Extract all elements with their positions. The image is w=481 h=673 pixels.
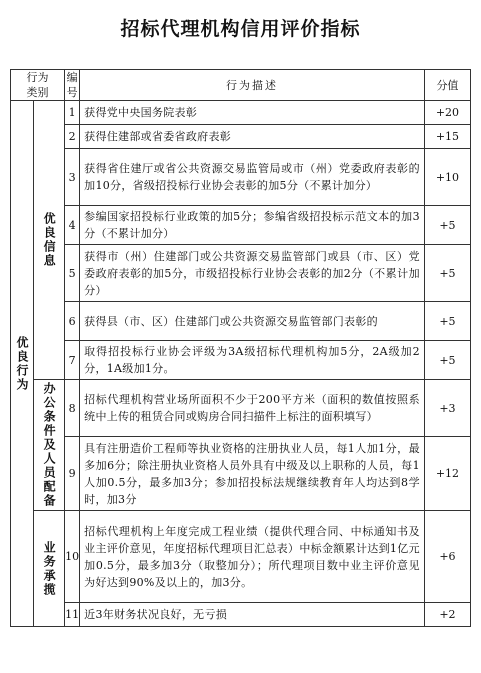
table-row [11, 206, 471, 245]
table-row [11, 302, 471, 341]
row-score: +5 [424, 206, 470, 245]
row-description: 招标代理机构营业场所面积不少于200平方米（面积的数值按照系统中上传的租赁合同或购房合同扫描件上标注的面积填写） [80, 380, 425, 437]
table-row [11, 380, 471, 437]
table-row [11, 149, 471, 206]
subgroup-office: 办公条件及人员配备 [34, 380, 65, 511]
page-title: 招标代理机构信用评价指标 [120, 18, 361, 40]
table-row [11, 511, 471, 603]
row-score: +20 [424, 101, 470, 125]
row-description: 近3年财务状况良好，无亏损 [80, 603, 425, 627]
row-number: 9 [65, 437, 80, 511]
table-row [11, 125, 471, 149]
row-description: 获得省住建厅或省公共资源交易监管局或市（州）党委政府表彰的加10分，省级招投标行业协会表彰的加5分（不累计加分） [80, 149, 425, 206]
table-header-row [11, 70, 471, 101]
subgroup-honors: 优良信息 [34, 101, 65, 380]
row-number: 3 [65, 149, 80, 206]
row-number: 8 [65, 380, 80, 437]
row-score: +5 [424, 302, 470, 341]
row-description: 获得县（市、区）住建部门或公共资源交易监管部门表彰的 [80, 302, 425, 341]
row-score: +5 [424, 245, 470, 302]
header-score: 分值 [424, 70, 470, 101]
row-description: 具有注册造价工程师等执业资格的注册执业人员，每1人加1分，最多加6分；除注册执业资格人员外具有中级及以上职称的人员，每1人加0.5分，最多加3分；参加招投标法规继续教育年人均达到8学时，加3分 [80, 437, 425, 511]
table-row [11, 245, 471, 302]
subgroup-business: 业务承揽 [34, 511, 65, 627]
row-number: 5 [65, 245, 80, 302]
table-row [11, 101, 471, 125]
row-number: 6 [65, 302, 80, 341]
row-score: +12 [424, 437, 470, 511]
header-number: 编 号 [65, 70, 80, 101]
table-row [11, 603, 471, 627]
row-score: +6 [424, 511, 470, 603]
row-number: 10 [65, 511, 80, 603]
row-score: +10 [424, 149, 470, 206]
row-description: 参编国家招投标行业政策的加5分；参编省级招投标示范文本的加3分（不累计加分） [80, 206, 425, 245]
row-number: 2 [65, 125, 80, 149]
evaluation-table [10, 69, 471, 627]
group-label: 优良行为 [11, 101, 34, 627]
row-description: 获得市（州）住建部门或公共资源交易监管部门或县（市、区）党委政府表彰的加5分，市级招投标行业协会表彰的加2分（不累计加分） [80, 245, 425, 302]
row-number: 7 [65, 341, 80, 380]
row-score: +5 [424, 341, 470, 380]
table-row [11, 341, 471, 380]
row-description: 获得党中央国务院表彰 [80, 101, 425, 125]
row-score: +3 [424, 380, 470, 437]
row-description: 获得住建部或省委省政府表彰 [80, 125, 425, 149]
row-number: 11 [65, 603, 80, 627]
row-number: 1 [65, 101, 80, 125]
row-score: +15 [424, 125, 470, 149]
table-row [11, 437, 471, 511]
row-number: 4 [65, 206, 80, 245]
row-description: 招标代理机构上年度完成工程业绩（提供代理合同、中标通知书及业主评价意见，年度招标代理项目汇总表）中标金额累计达到1亿元加0.5分，最多加3分（取整加分）；所代理项目数中业主评价意见为好达到90%及以上的，加3分。 [80, 511, 425, 603]
header-description: 行为描述 [80, 70, 425, 101]
row-description: 取得招投标行业协会评级为3A级招标代理机构加5分，2A级加2分，1A级加1分。 [80, 341, 425, 380]
row-score: +2 [424, 603, 470, 627]
header-category: 行为 类别 [11, 70, 65, 101]
